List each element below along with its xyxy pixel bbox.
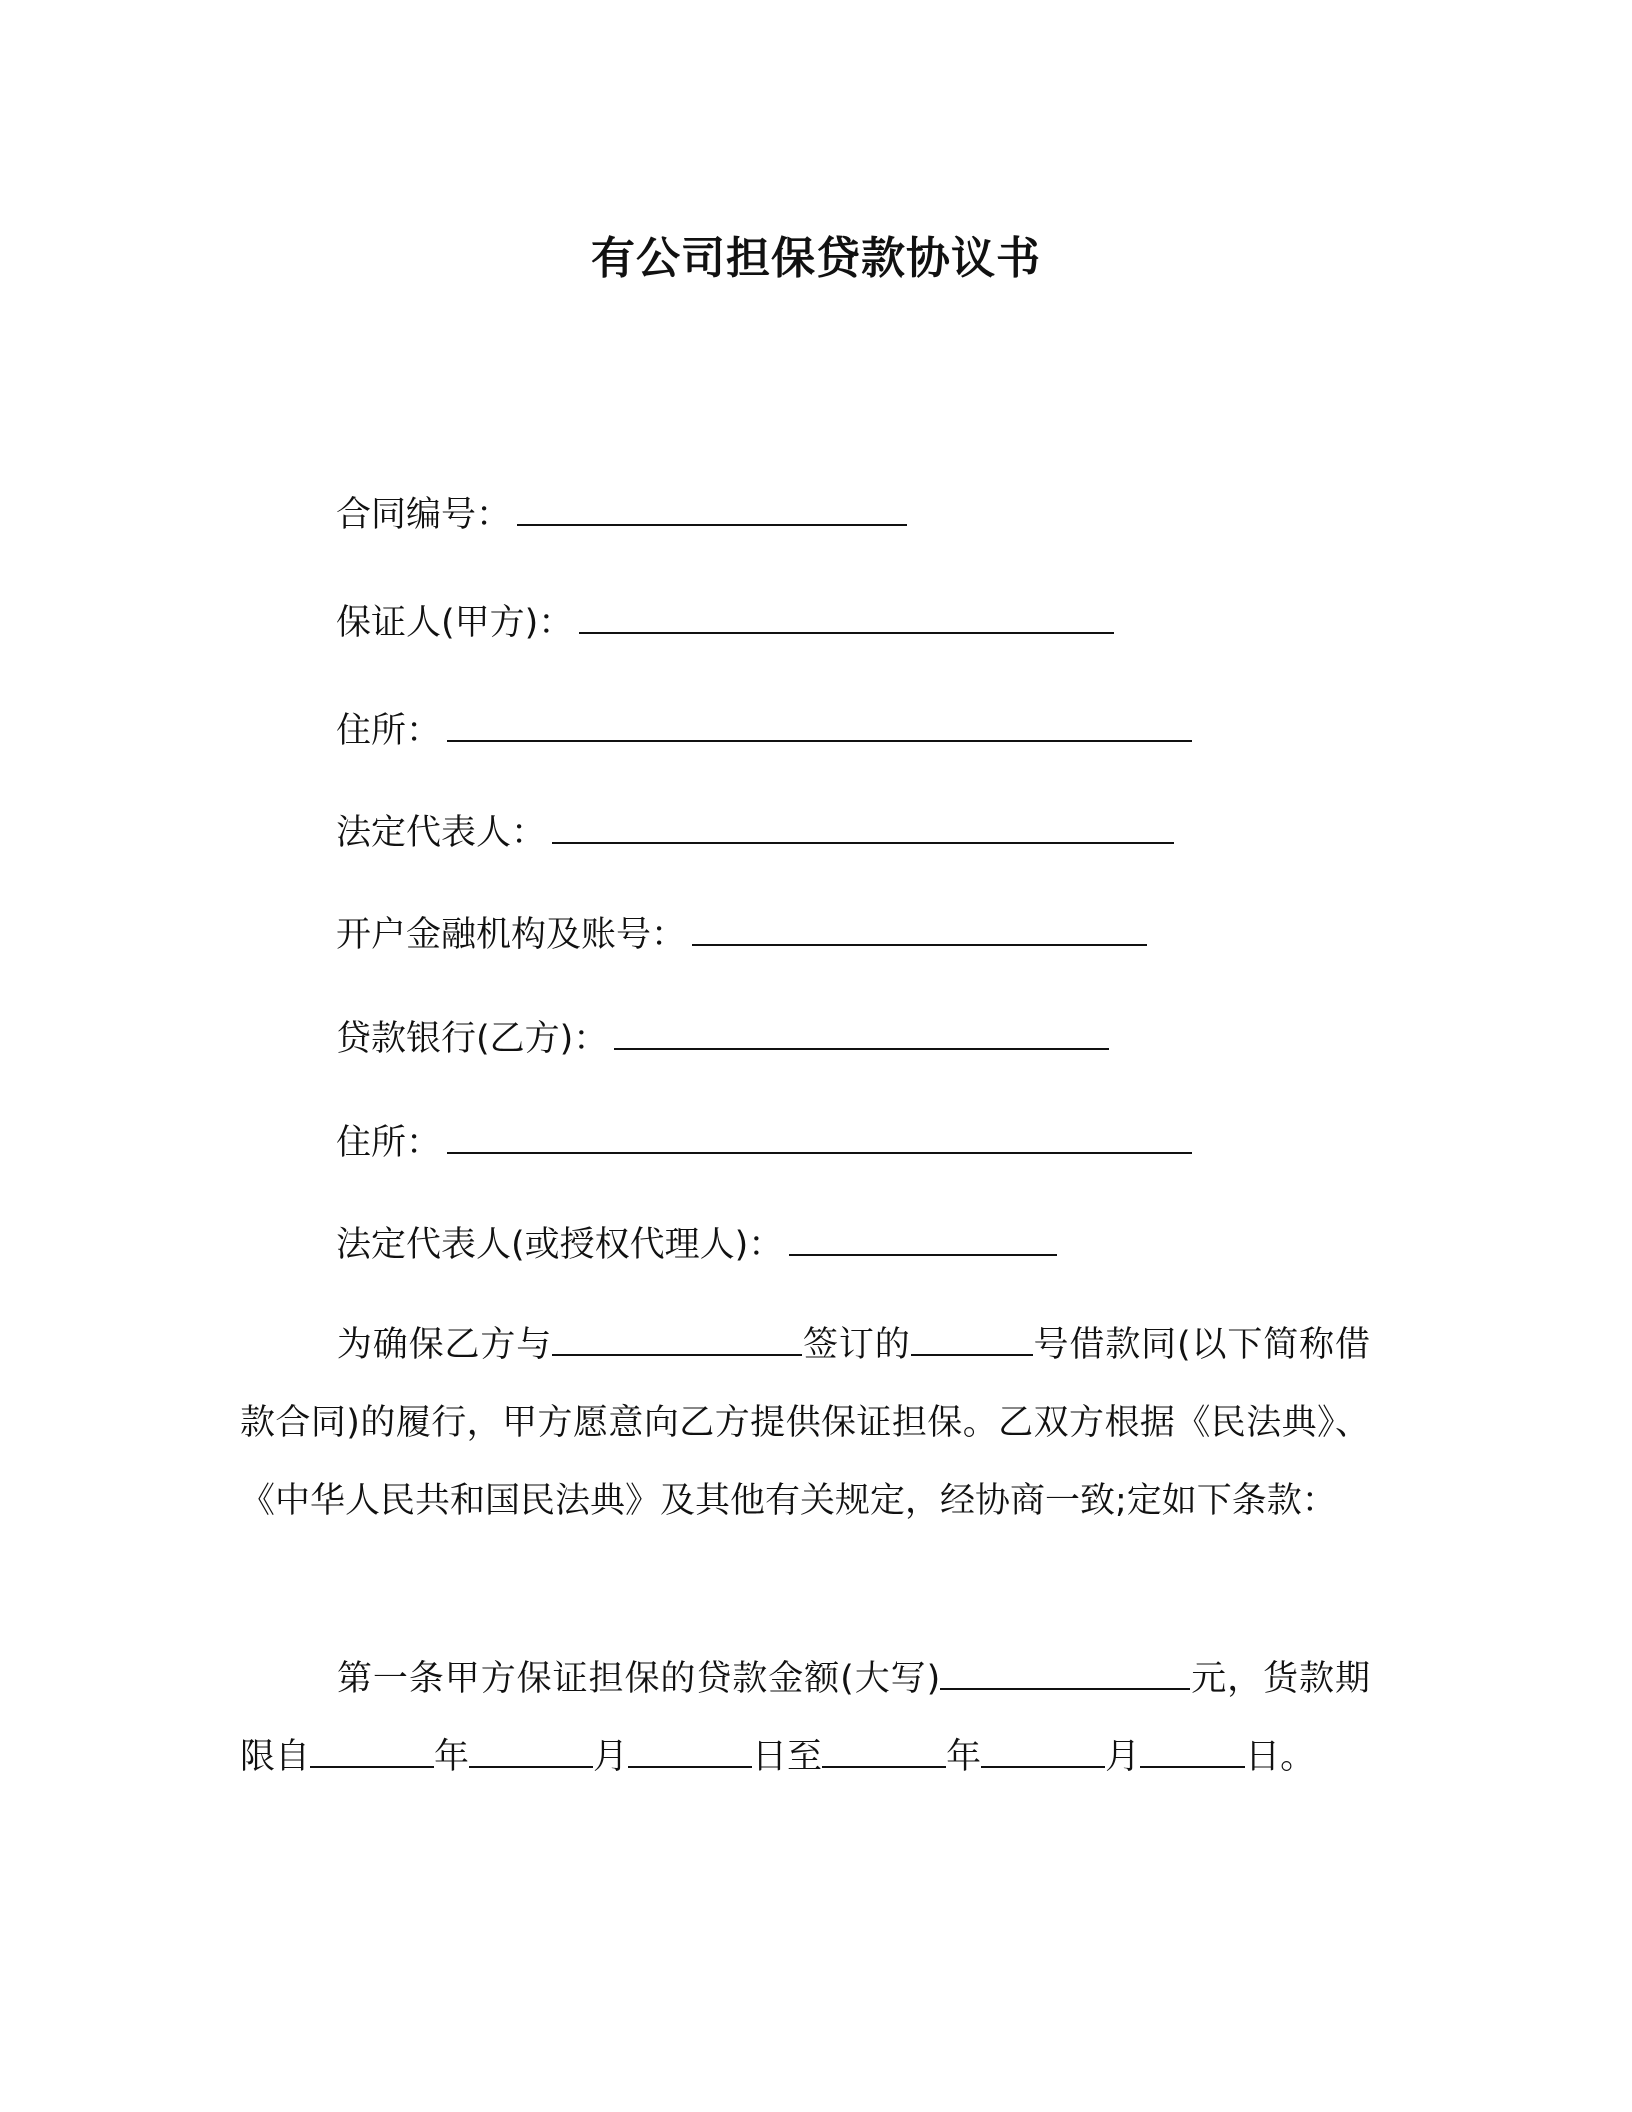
article-1-year-2: 年 (946, 1737, 982, 1777)
field-bank-account (336, 910, 1147, 960)
fill-in-blank[interactable] (1140, 1736, 1245, 1768)
fill-in-blank[interactable] (579, 598, 1114, 634)
fill-in-blank[interactable] (552, 808, 1174, 844)
fill-in-blank[interactable] (911, 1324, 1033, 1356)
field-guarantor (336, 598, 1114, 648)
field-label: 开户金融机构及账号： (336, 915, 687, 955)
field-label: 法定代表人： (336, 813, 547, 853)
field-label: 保证人(甲方)： (336, 603, 574, 643)
fill-in-blank[interactable] (940, 1658, 1190, 1690)
field-lender-legal-rep (336, 1220, 1057, 1270)
fill-in-blank[interactable] (552, 1324, 802, 1356)
field-guarantor-legal-rep (336, 808, 1174, 858)
fill-in-blank[interactable] (447, 706, 1192, 742)
field-label: 贷款银行(乙方)： (336, 1019, 609, 1059)
fill-in-blank[interactable] (692, 910, 1147, 946)
fill-in-blank[interactable] (469, 1736, 593, 1768)
field-label: 合同编号： (336, 495, 512, 535)
article-1-day-2: 日。 (1245, 1737, 1316, 1777)
preamble-text-1: 为确保乙方与 (336, 1325, 553, 1365)
fill-in-blank[interactable] (517, 490, 907, 526)
field-contract-number (336, 490, 907, 540)
article-1-year-1: 年 (434, 1737, 470, 1777)
fill-in-blank[interactable] (614, 1014, 1109, 1050)
fill-in-blank[interactable] (981, 1736, 1105, 1768)
preamble-text-2: 签订的 (802, 1325, 911, 1365)
fill-in-blank[interactable] (822, 1736, 946, 1768)
article-1-day-1: 日至 (752, 1737, 823, 1777)
field-label: 住所： (336, 1123, 442, 1163)
fill-in-blank[interactable] (310, 1736, 434, 1768)
fill-in-blank[interactable] (628, 1736, 752, 1768)
article-1-paragraph (240, 1640, 1370, 1796)
preamble-text-3: 号借款同(以下简称借款合同)的履行，甲方愿意向乙方提供保证担保。乙双方根据《民法典》、《中华人民共和国民法典》及其他有关规定，经协商一致;定如下条款： (240, 1325, 1370, 1521)
article-1-month-2: 月 (1105, 1737, 1141, 1777)
article-1-month-1: 月 (593, 1737, 629, 1777)
document-title: 有公司担保贷款协议书 (591, 233, 1041, 284)
article-1-text-1: 第一条甲方保证担保的贷款金额(大写) (336, 1659, 941, 1699)
field-lender-bank (336, 1014, 1109, 1064)
field-label: 法定代表人(或授权代理人)： (336, 1225, 784, 1265)
field-label: 住所： (336, 711, 442, 751)
fill-in-blank[interactable] (447, 1118, 1192, 1154)
preamble-paragraph (240, 1306, 1370, 1540)
field-guarantor-address (336, 706, 1192, 756)
field-lender-address (336, 1118, 1192, 1168)
article-1-text-2: 元，货款期限自 (240, 1659, 1370, 1777)
fill-in-blank[interactable] (789, 1220, 1057, 1256)
